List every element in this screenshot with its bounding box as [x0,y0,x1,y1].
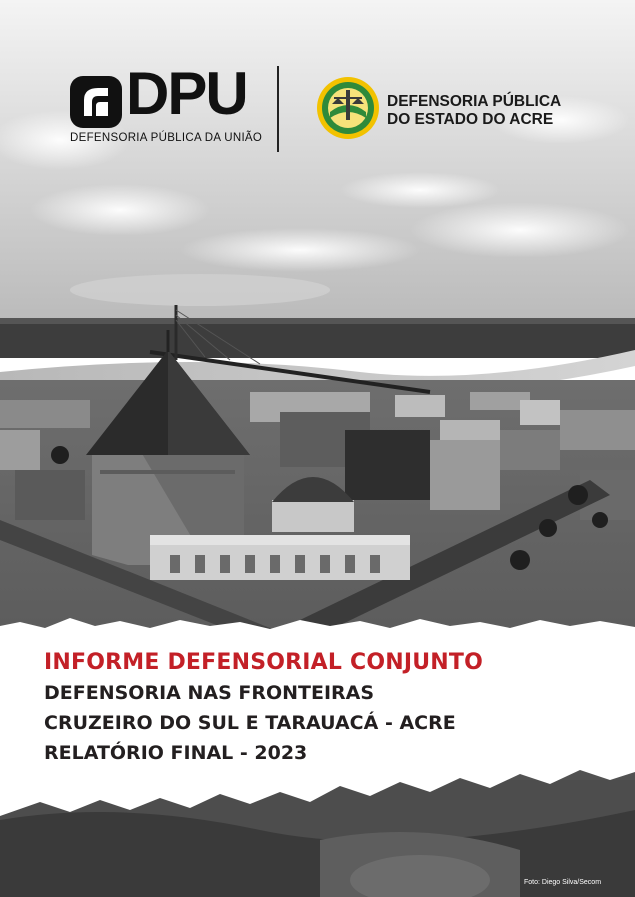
report-title-line4: RELATÓRIO FINAL - 2023 [44,742,308,764]
photo-credit: Foto: Diego Silva/Secom [524,879,602,886]
acre-logo-text [387,93,561,129]
acre-seal-icon [316,76,380,140]
dpu-logo-text: DPU [126,60,247,127]
acre-logo-line2: DO ESTADO DO ACRE [387,111,554,128]
dpu-logo-subtitle: DEFENSORIA PÚBLICA DA UNIÃO [70,132,263,144]
logo-divider [277,66,279,152]
logos-header [0,60,635,160]
report-title-main: INFORME DEFENSORIAL CONJUNTO [44,650,484,675]
dpu-emblem-icon [70,76,122,128]
acre-logo-line1: DEFENSORIA PÚBLICA [387,93,562,110]
report-title-line2: DEFENSORIA NAS FRONTEIRAS [44,682,375,704]
report-title-block [44,648,604,768]
report-title-line3: CRUZEIRO DO SUL E TARAUACÁ - ACRE [44,712,456,734]
